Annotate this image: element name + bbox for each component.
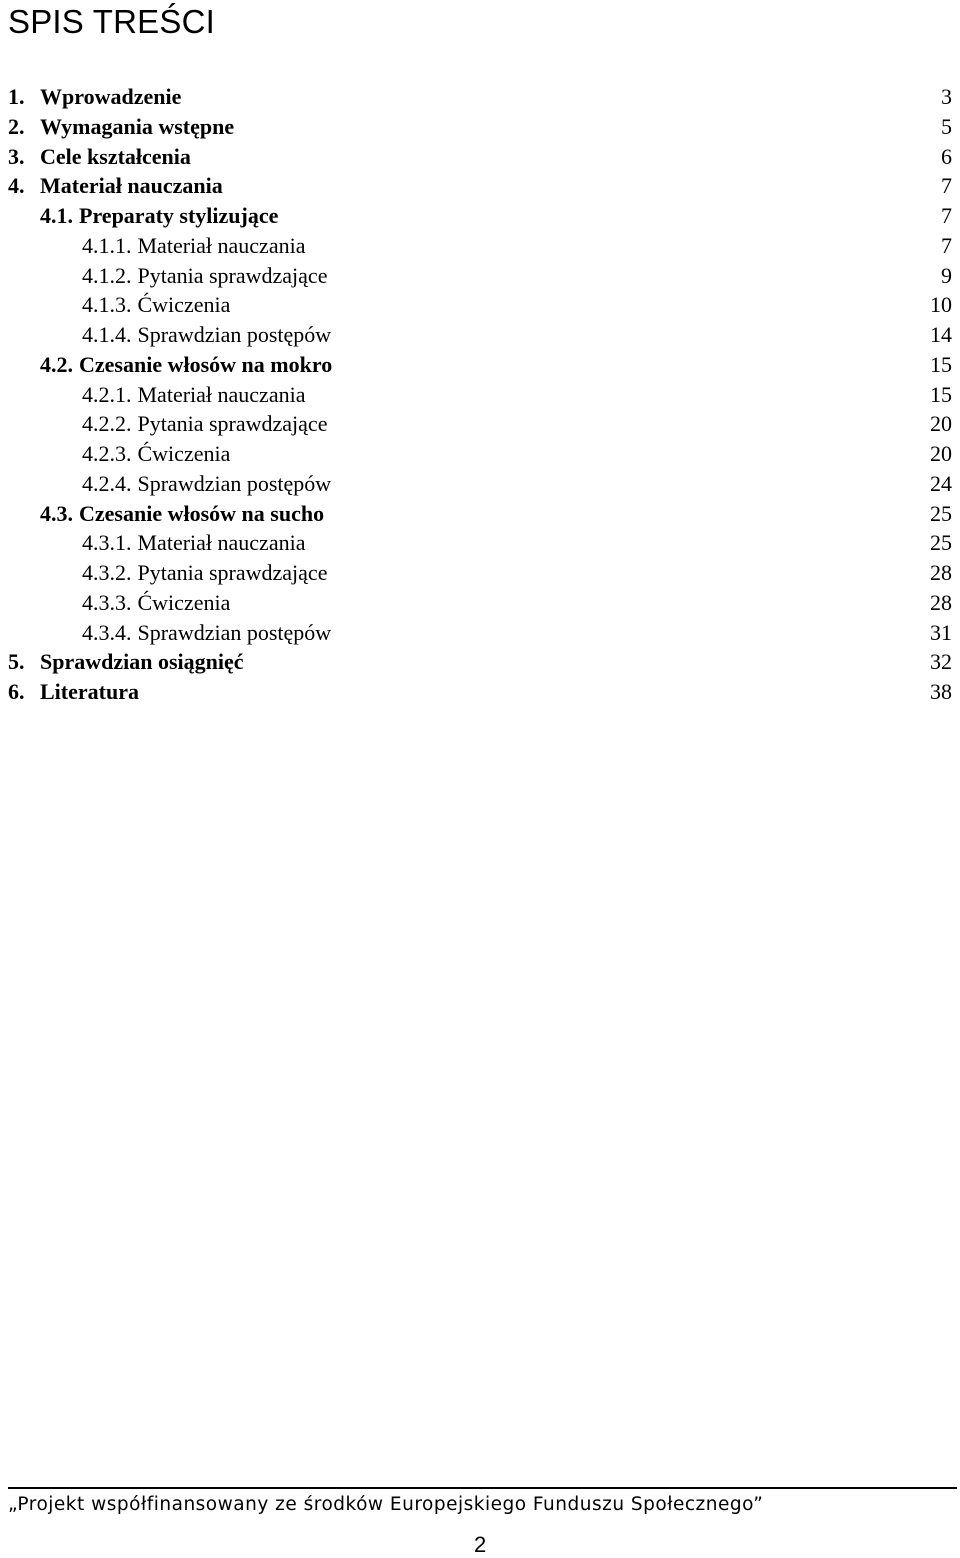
toc-entry-page: 25: [930, 530, 952, 556]
toc-entry-label: Ćwiczenia: [137, 441, 231, 466]
toc-entry-number: 4.2.1.: [82, 381, 132, 407]
toc-entry-label: Wymagania wstępne: [40, 113, 235, 139]
toc-entry-number: 2.: [8, 113, 25, 139]
toc-entry-page: 7: [941, 173, 952, 199]
toc-entry[interactable]: [0, 528, 960, 558]
toc-entry-page: 28: [930, 589, 952, 615]
toc-entry-page: 15: [930, 381, 952, 407]
toc-entry-label: Czesanie włosów na mokro: [79, 351, 333, 377]
toc-entry[interactable]: [0, 618, 960, 648]
toc-entry-label: Czesanie włosów na sucho: [79, 500, 325, 526]
toc-entry[interactable]: [0, 558, 960, 588]
toc-entry-number: 6.: [8, 679, 25, 704]
toc-entry[interactable]: [0, 261, 960, 291]
page-title: SPIS TREŚCI: [8, 3, 215, 40]
toc-entry-page: 5: [941, 113, 952, 139]
toc-entry[interactable]: [0, 380, 960, 410]
toc-entry-page: 32: [930, 649, 952, 675]
toc-entry-page: 24: [930, 470, 952, 496]
toc-entry-page: 7: [941, 232, 952, 258]
toc-entry-number: 4.1.2.: [82, 262, 132, 288]
toc-entry[interactable]: [0, 171, 960, 201]
toc-entry-number: 4.: [8, 173, 25, 199]
toc-entry-number: 4.2.3.: [82, 441, 132, 466]
toc-entry-page: 7: [941, 203, 952, 228]
page-number: 2: [474, 1532, 487, 1557]
toc-entry-label: Materiał nauczania: [137, 381, 306, 407]
toc-entry[interactable]: [0, 469, 960, 499]
toc-entry-label: Sprawdzian postępów: [137, 619, 332, 645]
footer-funding-note: „Projekt współfinansowany ze środków Europejskiego Funduszu Społecznego”: [8, 1494, 764, 1515]
toc-entry[interactable]: [0, 677, 960, 707]
toc-entry-page: 10: [930, 292, 952, 318]
toc-entry-number: 5.: [8, 649, 25, 675]
toc-entry-number: 4.1.3.: [82, 292, 132, 318]
toc-entry-label: Wprowadzenie: [40, 84, 182, 109]
toc-entry-number: 4.1.1.: [82, 232, 132, 258]
toc-entry-label: Ćwiczenia: [137, 589, 231, 615]
toc-entry-page: 28: [930, 560, 952, 585]
toc-entry-page: 3: [941, 84, 952, 109]
toc-entry-number: 4.3.1.: [82, 530, 132, 556]
toc-entry-number: 4.3.3.: [82, 589, 132, 615]
toc-entry-number: 4.2.4.: [82, 470, 132, 496]
toc-entry-number: 4.2.2.: [82, 411, 132, 437]
toc-entry-number: 4.3.4.: [82, 619, 132, 645]
toc-entry-label: Sprawdzian postępów: [137, 322, 332, 347]
toc-entry-number: 4.1.: [40, 203, 73, 228]
toc-entry[interactable]: [0, 350, 960, 380]
toc-entry-number: 3.: [8, 143, 25, 169]
toc-entry[interactable]: [0, 231, 960, 261]
toc-entry[interactable]: [0, 290, 960, 320]
toc-entry-label: Pytania sprawdzające: [137, 560, 328, 585]
toc-entry[interactable]: [0, 201, 960, 231]
toc-entry-label: Pytania sprawdzające: [137, 262, 328, 288]
toc-entry-label: Ćwiczenia: [137, 292, 231, 318]
toc-entry-label: Pytania sprawdzające: [137, 411, 328, 437]
toc-entry-page: 15: [930, 351, 952, 377]
toc-entry-label: Sprawdzian osiągnięć: [40, 649, 244, 675]
toc-entry-page: 31: [930, 619, 952, 645]
toc-entry-label: Literatura: [40, 679, 139, 704]
toc-entry[interactable]: [0, 112, 960, 142]
toc-entry-number: 4.3.2.: [82, 560, 132, 585]
toc-entry-number: 1.: [8, 84, 25, 109]
toc-entry-label: Sprawdzian postępów: [137, 470, 332, 496]
toc-entry-label: Materiał nauczania: [137, 232, 306, 258]
footer-divider: [8, 1487, 957, 1489]
toc-entry-label: Preparaty stylizujące: [79, 203, 279, 228]
toc-entry[interactable]: [0, 409, 960, 439]
toc-entry-number: 4.1.4.: [82, 322, 132, 347]
toc-entry[interactable]: [0, 588, 960, 618]
toc-entry-page: 6: [941, 143, 952, 169]
toc-entry[interactable]: [0, 320, 960, 350]
toc-entry-page: 9: [941, 262, 952, 288]
toc-entry[interactable]: [0, 82, 960, 112]
toc-entry-number: 4.3.: [40, 500, 73, 526]
toc-entry-label: Cele kształcenia: [40, 143, 191, 169]
toc-entry-page: 14: [930, 322, 952, 347]
toc-entry-page: 25: [930, 500, 952, 526]
toc-entry-page: 20: [930, 441, 952, 466]
toc-entry[interactable]: [0, 647, 960, 677]
toc-entry[interactable]: [0, 439, 960, 469]
toc-entry-label: Materiał nauczania: [40, 173, 223, 199]
toc-entry-number: 4.2.: [40, 351, 73, 377]
toc-entry[interactable]: [0, 142, 960, 172]
toc-entry-page: 38: [930, 679, 952, 704]
table-of-contents: [0, 82, 960, 707]
toc-entry-label: Materiał nauczania: [137, 530, 306, 556]
toc-entry[interactable]: [0, 499, 960, 529]
toc-entry-page: 20: [930, 411, 952, 437]
